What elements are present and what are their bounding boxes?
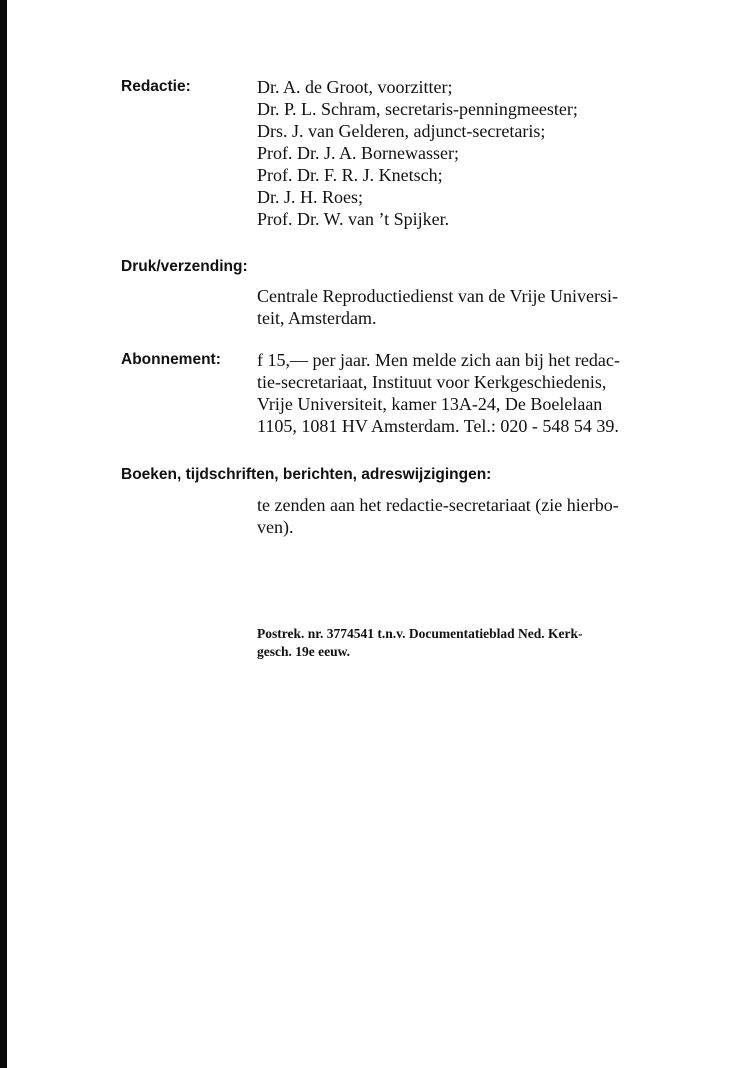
redactie-member: Drs. J. van Gelderen, adjunct-secretaris; xyxy=(257,121,546,141)
redactie-label: Redactie: xyxy=(121,78,191,95)
boeken-line: te zenden aan het redactie-secretariaat (zie hierbo- xyxy=(257,495,619,515)
abonnement-line: tie-secretariaat, Instituut voor Kerkgeschiedenis, xyxy=(257,372,607,392)
druk-label: Druk/verzending: xyxy=(121,258,248,275)
druk-line: Centrale Reproductiedienst van de Vrije Universi- xyxy=(257,286,618,306)
page-edge-bar xyxy=(0,0,7,1068)
redactie-member: Dr. P. L. Schram, secretaris-penningmeester; xyxy=(257,99,578,119)
redactie-member: Prof. Dr. W. van ’t Spijker. xyxy=(257,209,450,229)
redactie-member: Dr. J. H. Roes; xyxy=(257,187,364,207)
abonnement-line: Vrije Universiteit, kamer 13A-24, De Boelelaan xyxy=(257,394,603,414)
boeken-line: ven). xyxy=(257,517,294,537)
redactie-member: Prof. Dr. J. A. Bornewasser; xyxy=(257,143,459,163)
postrek-line: gesch. 19e eeuw. xyxy=(257,644,350,659)
redactie-member: Prof. Dr. F. R. J. Knetsch; xyxy=(257,165,443,185)
druk-text xyxy=(257,285,618,329)
boeken-label: Boeken, tijdschriften, berichten, adreswijzigingen: xyxy=(121,466,492,483)
redactie-member: Dr. A. de Groot, voorzitter; xyxy=(257,77,453,97)
boeken-text xyxy=(257,494,619,538)
abonnement-text xyxy=(257,349,620,437)
abonnement-line: f 15,— per jaar. Men melde zich aan bij het redac- xyxy=(257,350,620,370)
druk-line: teit, Amsterdam. xyxy=(257,308,377,328)
abonnement-line: 1105, 1081 HV Amsterdam. Tel.: 020 - 548 54 39. xyxy=(257,416,619,436)
abonnement-label: Abonnement: xyxy=(121,351,221,368)
postrek-note xyxy=(257,625,583,661)
postrek-line: Postrek. nr. 3774541 t.n.v. Documentatieblad Ned. Kerk- xyxy=(257,626,583,641)
redactie-members xyxy=(257,76,578,230)
